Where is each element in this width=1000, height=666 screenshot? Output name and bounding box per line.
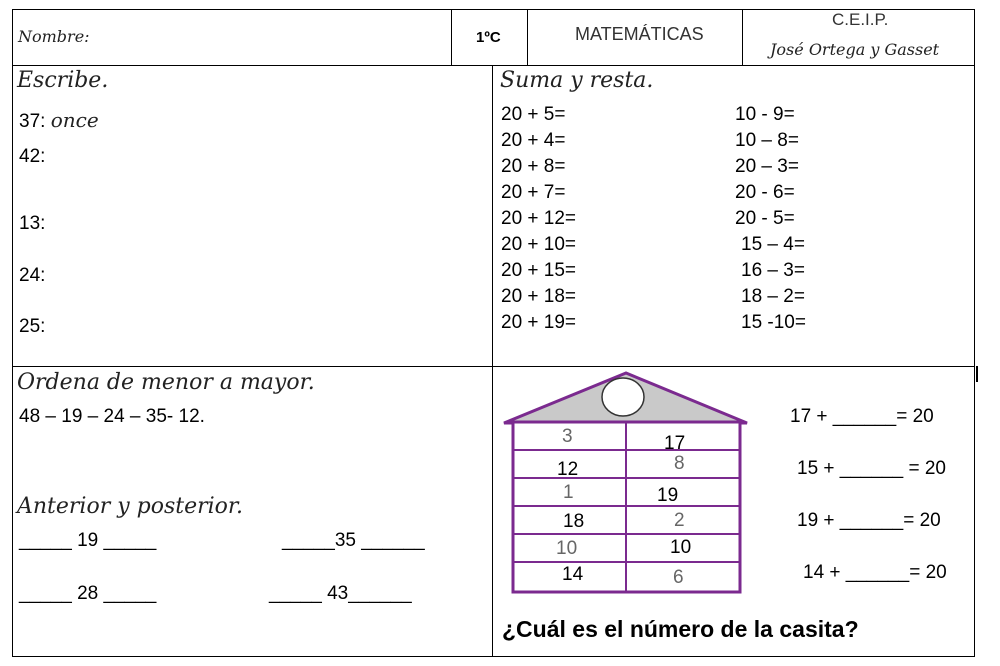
suma-right-column — [735, 102, 806, 336]
casita-equation: 17 + ______= 20 — [790, 406, 934, 427]
operation: 20 - 5= — [735, 208, 795, 229]
casita-question: ¿Cuál es el número de la casita? — [502, 616, 859, 642]
anterior-item: _____ 28 _____ — [19, 583, 157, 604]
body-col-divider — [492, 65, 493, 657]
anterior-item: _____ 43______ — [269, 583, 412, 604]
escribe-title: Escribe. — [17, 68, 109, 93]
border-bottom — [12, 656, 975, 657]
operation: 10 - 9= — [735, 104, 795, 125]
house-cell: 18 — [563, 511, 585, 532]
school-line-2: José Ortega y Gasset — [770, 40, 940, 59]
header-col-divider-2 — [527, 9, 528, 66]
operation: 20 + 5= — [501, 104, 566, 125]
operation: 15 -10= — [741, 312, 806, 333]
casita-equation: 15 + ______ = 20 — [797, 458, 946, 479]
ordena-sequence: 48 – 19 – 24 – 35- 12. — [19, 406, 205, 427]
operation: 16 – 3= — [741, 260, 805, 281]
operation: 20 + 12= — [501, 208, 577, 229]
escribe-item-25: 25: — [19, 316, 46, 337]
house-cell: 10 — [556, 538, 578, 559]
middle-divider — [12, 366, 975, 367]
operation: 20 + 15= — [501, 260, 577, 281]
house-window — [602, 378, 644, 416]
name-label: Nombre: — [18, 27, 90, 46]
operation: 20 + 8= — [501, 156, 566, 177]
house-cell: 19 — [657, 485, 679, 506]
house-cell: 3 — [562, 426, 573, 447]
operation: 20 + 7= — [501, 182, 566, 203]
anterior-title: Anterior y posterior. — [17, 494, 244, 519]
operation: 20 - 6= — [735, 182, 795, 203]
house-cell: 12 — [557, 459, 579, 480]
escribe-item-13: 13: — [19, 213, 46, 234]
escribe-item-37: 37: once — [19, 108, 99, 132]
house-cell: 6 — [673, 567, 684, 588]
operation: 15 – 4= — [741, 234, 805, 255]
header-divider — [12, 65, 975, 66]
border-top — [12, 9, 975, 10]
casita-equation: 19 + ______= 20 — [797, 510, 941, 531]
house-cell: 1 — [563, 482, 574, 503]
house-cell: 14 — [562, 564, 584, 585]
house-figure — [500, 370, 750, 595]
header-col-divider-3 — [742, 9, 743, 66]
house-cell: 17 — [664, 433, 686, 454]
operation: 10 – 8= — [735, 130, 799, 151]
operation: 20 + 10= — [501, 234, 577, 255]
casita-equation: 14 + ______= 20 — [803, 562, 947, 583]
operation: 20 + 19= — [501, 312, 577, 333]
escribe-item-42: 42: — [19, 146, 46, 167]
ordena-title: Ordena de menor a mayor. — [17, 370, 315, 395]
suma-left-column — [501, 102, 576, 336]
border-left — [12, 9, 13, 657]
house-cell: 10 — [670, 537, 692, 558]
header-col-divider-1 — [451, 9, 452, 66]
house-cell: 2 — [674, 510, 685, 531]
subject-label: MATEMÁTICAS — [575, 24, 704, 44]
escribe-item-24: 24: — [19, 265, 46, 286]
grade-label: 1ºC — [476, 29, 501, 46]
anterior-item: _____35 ______ — [282, 530, 425, 551]
margin-mark — [976, 366, 978, 382]
operation: 20 + 18= — [501, 286, 577, 307]
suma-title: Suma y resta. — [500, 68, 654, 93]
anterior-item: _____ 19 _____ — [19, 530, 157, 551]
school-line-1: C.E.I.P. — [832, 10, 889, 29]
operation: 20 – 3= — [735, 156, 799, 177]
border-right — [974, 9, 975, 657]
house-cell: 8 — [674, 453, 685, 474]
operation: 20 + 4= — [501, 130, 566, 151]
operation: 18 – 2= — [741, 286, 805, 307]
